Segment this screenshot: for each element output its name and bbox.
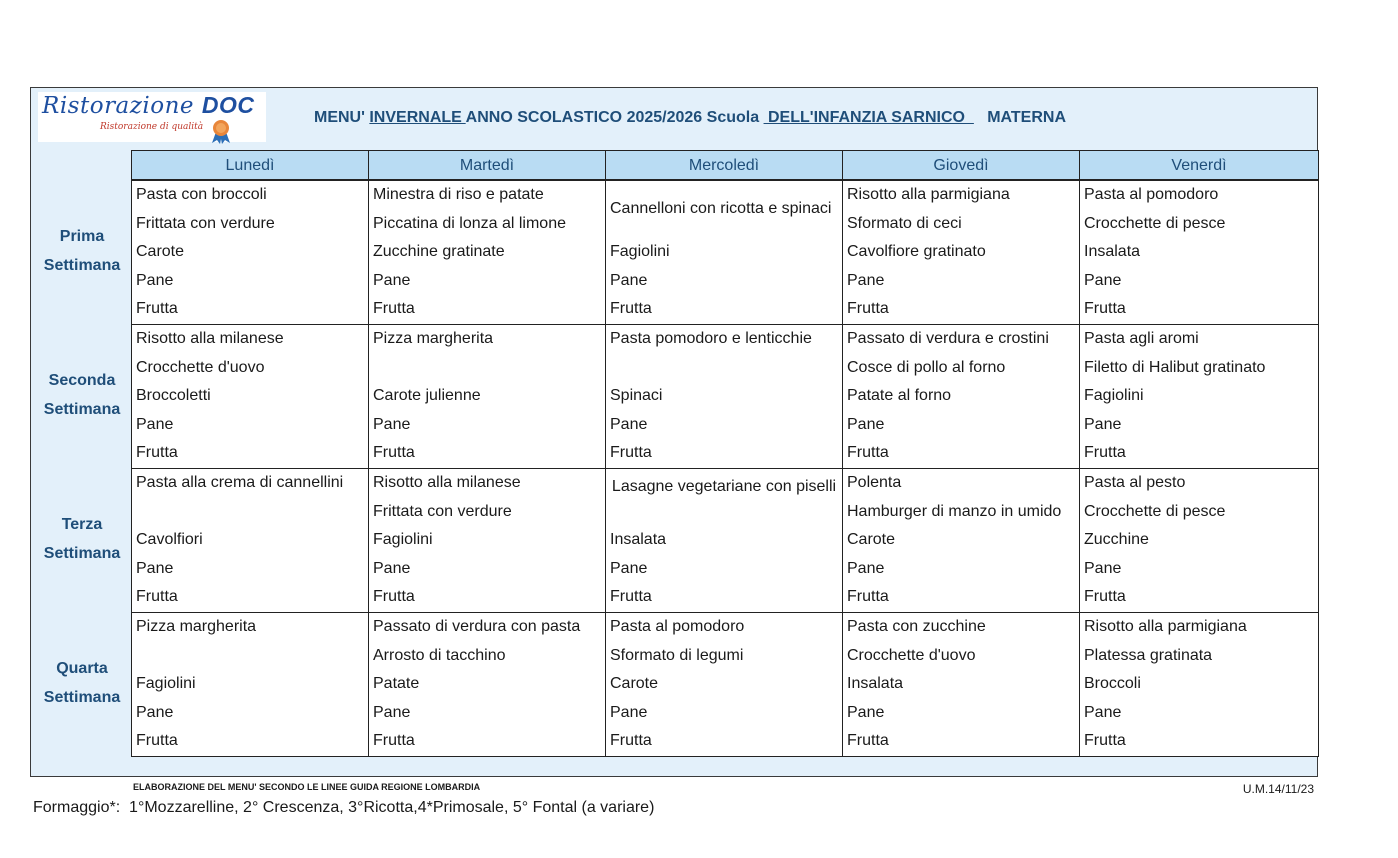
menu-item: Pizza margherita [136, 618, 257, 635]
menu-item: Frutta [847, 732, 889, 749]
menu-item: Insalata [610, 531, 667, 548]
menu-item: Frutta [610, 300, 652, 317]
menu-item: Spinaci [610, 387, 663, 404]
menu-item: Pasta con broccoli [136, 186, 267, 203]
menu-item: Polenta [847, 474, 902, 491]
menu-item: Carote julienne [373, 387, 481, 404]
week-label [33, 222, 131, 280]
menu-item: Pasta al pesto [1084, 474, 1186, 491]
menu-item: Risotto alla milanese [136, 330, 284, 347]
menu-item: Frutta [1084, 732, 1126, 749]
menu-item: Frittata con verdure [373, 503, 512, 520]
menu-item: Pasta pomodoro e lenticchie [610, 330, 812, 347]
menu-item: Frutta [373, 444, 415, 461]
day-menu-cell [842, 180, 1080, 325]
menu-item: Carote [136, 243, 185, 260]
menu-item: Broccoletti [136, 387, 211, 404]
week-label-line: Prima [59, 228, 105, 245]
ribbon-badge-icon [208, 118, 236, 144]
menu-item: Patate [373, 675, 420, 692]
menu-item: Pane [1084, 560, 1122, 577]
menu-item: Filetto di Halibut gratinato [1084, 359, 1266, 376]
menu-item: Crocchette di pesce [1084, 215, 1226, 232]
menu-item: Frutta [136, 300, 178, 317]
day-menu-cell [131, 468, 369, 613]
day-menu-cell [368, 468, 606, 613]
week-label-line: Terza [61, 516, 103, 533]
menu-item: Risotto alla parmigiana [847, 186, 1010, 203]
menu-item: Fagiolini [373, 531, 433, 548]
menu-item: Pane [1084, 416, 1122, 433]
day-menu-cell [131, 324, 369, 469]
menu-item: Lasagne vegetariane con piselli [611, 478, 837, 495]
menu-item: Risotto alla parmigiana [1084, 618, 1247, 635]
day-menu-cell [368, 612, 606, 757]
menu-item: Sformato di legumi [610, 647, 744, 664]
day-menu-cell [605, 180, 843, 325]
menu-item: Minestra di riso e patate [373, 186, 544, 203]
menu-item: Cannelloni con ricotta e spinaci [610, 200, 832, 217]
menu-item: Pane [136, 704, 174, 721]
menu-item: Pane [136, 272, 174, 289]
day-menu-cell [842, 468, 1080, 613]
menu-item: Frutta [610, 588, 652, 605]
menu-item: Pasta al pomodoro [1084, 186, 1219, 203]
day-header: Martedì [368, 150, 606, 180]
menu-item: Frutta [1084, 588, 1126, 605]
menu-item: Fagiolini [136, 675, 196, 692]
menu-item: Pane [847, 416, 885, 433]
day-menu-cell [1079, 612, 1319, 757]
day-menu-cell [842, 612, 1080, 757]
menu-item: Frutta [610, 444, 652, 461]
menu-item: Cavolfiori [136, 531, 203, 548]
menu-item: Arrosto di tacchino [373, 647, 506, 664]
cheese-note: Formaggio*: 1°Mozzarelline, 2° Crescenza, 3°Ricotta,4*Primosale, 5° Fontal (a variare) [33, 799, 655, 816]
menu-item: Crocchette d'uovo [136, 359, 265, 376]
menu-item: Pane [136, 416, 174, 433]
menu-item: Pasta alla crema di cannellini [136, 474, 344, 491]
menu-item: Pane [610, 416, 648, 433]
menu-item: Fagiolini [1084, 387, 1144, 404]
menu-item: Insalata [847, 675, 904, 692]
menu-item: Frutta [136, 732, 178, 749]
day-menu-cell [368, 180, 606, 325]
menu-item: Zucchine [1084, 531, 1149, 548]
menu-item: Frutta [610, 732, 652, 749]
menu-item: Pane [847, 272, 885, 289]
week-label-line: Settimana [43, 401, 121, 418]
day-menu-cell [842, 324, 1080, 469]
menu-item: Frutta [847, 444, 889, 461]
menu-item: Pane [847, 560, 885, 577]
menu-item: Hamburger di manzo in umido [847, 503, 1062, 520]
menu-item: Patate al forno [847, 387, 952, 404]
menu-item: Pizza margherita [373, 330, 494, 347]
menu-item: Frutta [136, 444, 178, 461]
menu-item: Cosce di pollo al forno [847, 359, 1006, 376]
menu-item: Passato di verdura e crostini [847, 330, 1049, 347]
page-title: MENU' INVERNALE ANNO SCOLASTICO 2025/2026 Scuola DELL'INFANZIA SARNICO MATERNA [314, 109, 1067, 126]
menu-item: Frutta [373, 588, 415, 605]
menu-item: Insalata [1084, 243, 1141, 260]
day-menu-cell [605, 612, 843, 757]
logo-tagline: Ristorazione di qualità [100, 122, 204, 132]
day-header: Venerdì [1079, 150, 1319, 180]
week-label [33, 510, 131, 568]
week-label-line: Settimana [43, 545, 121, 562]
day-menu-cell [1079, 180, 1319, 325]
week-label [33, 366, 131, 424]
menu-item: Pane [373, 704, 411, 721]
day-menu-cell [605, 468, 843, 613]
menu-item: Frutta [1084, 300, 1126, 317]
menu-item: Broccoli [1084, 675, 1141, 692]
menu-item: Pane [1084, 272, 1122, 289]
menu-item: Carote [610, 675, 659, 692]
menu-item: Pane [373, 560, 411, 577]
menu-item: Pane [610, 272, 648, 289]
menu-item: Pane [610, 704, 648, 721]
week-label-line: Settimana [43, 257, 121, 274]
menu-item: Pasta con zucchine [847, 618, 986, 635]
day-menu-cell [605, 324, 843, 469]
menu-item: Frutta [847, 300, 889, 317]
week-label-line: Quarta [56, 660, 108, 677]
menu-item: Zucchine gratinate [373, 243, 505, 260]
menu-item: Platessa gratinata [1084, 647, 1213, 664]
day-menu-cell [131, 612, 369, 757]
menu-item: Frutta [1084, 444, 1126, 461]
menu-item: Fagiolini [610, 243, 670, 260]
day-header: Lunedì [131, 150, 369, 180]
logo-brand: Ristorazione DOC [42, 92, 255, 119]
menu-item: Frutta [847, 588, 889, 605]
menu-item: Pane [610, 560, 648, 577]
week-label-line: Settimana [43, 689, 121, 706]
document-code: U.M.14/11/23 [1242, 782, 1314, 796]
menu-item: Pasta al pomodoro [610, 618, 745, 635]
day-menu-cell [368, 324, 606, 469]
menu-item: Frutta [136, 588, 178, 605]
day-header: Giovedì [842, 150, 1080, 180]
menu-item: Frutta [373, 732, 415, 749]
day-header: Mercoledì [605, 150, 843, 180]
guidelines-note: ELABORAZIONE DEL MENU' SECONDO LE LINEE GUIDA REGIONE LOMBARDIA [133, 782, 481, 792]
menu-item: Frittata con verdure [136, 215, 275, 232]
menu-item: Cavolfiore gratinato [847, 243, 986, 260]
menu-item: Risotto alla milanese [373, 474, 521, 491]
week-label [33, 654, 131, 712]
week-label-line: Seconda [48, 372, 116, 389]
menu-table [131, 150, 1318, 755]
day-menu-cell [1079, 468, 1319, 613]
menu-item: Frutta [373, 300, 415, 317]
menu-item: Pasta agli aromi [1084, 330, 1199, 347]
menu-item: Pane [373, 416, 411, 433]
logo [38, 92, 266, 142]
menu-item: Piccatina di lonza al limone [373, 215, 566, 232]
menu-item: Pane [136, 560, 174, 577]
menu-item: Carote [847, 531, 896, 548]
menu-item: Pane [1084, 704, 1122, 721]
menu-item: Crocchette d'uovo [847, 647, 976, 664]
day-menu-cell [1079, 324, 1319, 469]
menu-item: Pane [373, 272, 411, 289]
menu-item: Passato di verdura con pasta [373, 618, 581, 635]
menu-item: Crocchette di pesce [1084, 503, 1226, 520]
day-menu-cell [131, 180, 369, 325]
menu-item: Pane [847, 704, 885, 721]
menu-item: Sformato di ceci [847, 215, 962, 232]
